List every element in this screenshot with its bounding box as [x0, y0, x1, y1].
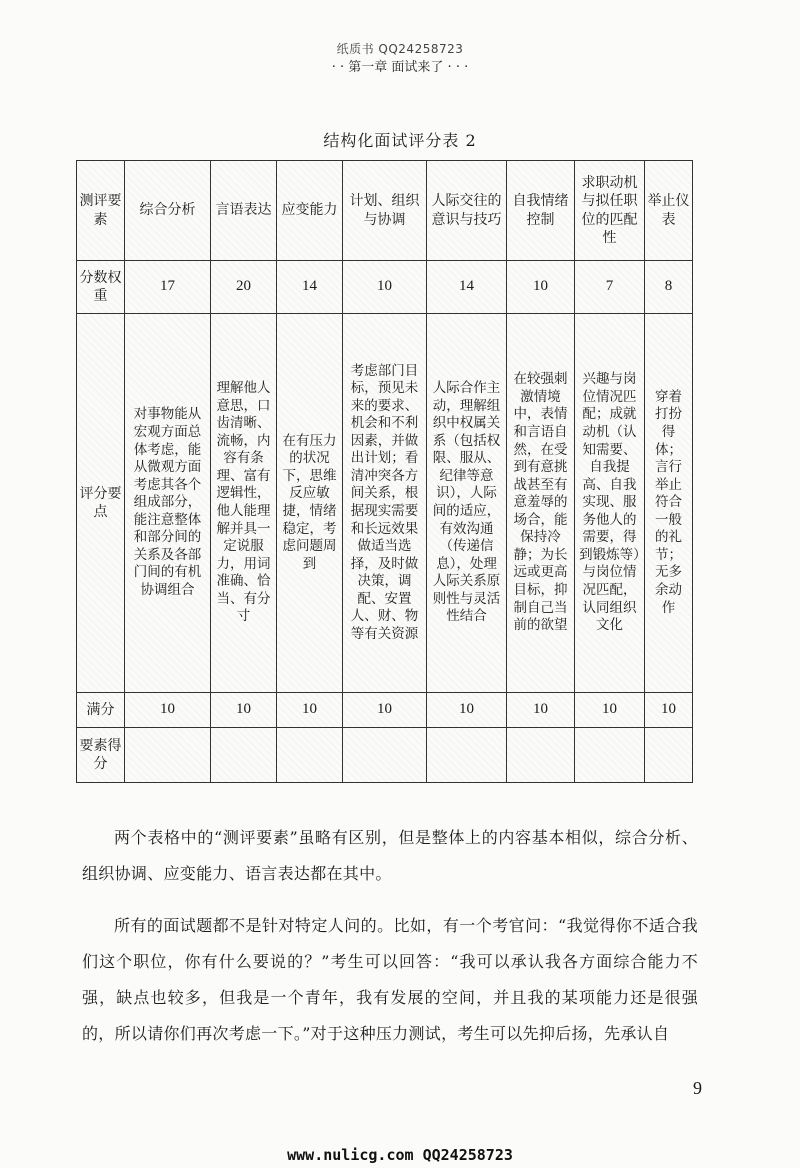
- table-row-elements: [77, 161, 693, 261]
- score-cell-empty: [211, 728, 277, 783]
- criteria-cell: [507, 314, 575, 693]
- criteria-cell: [343, 314, 427, 693]
- criteria-text: 理解他人意思，口齿清晰、流畅，内容有条理、富有逻辑性，他人能理解并具一定说服力，用词准确、恰当、有分寸: [216, 380, 271, 625]
- weight-cell: 17: [125, 261, 211, 314]
- criteria-text: 兴趣与岗位情况匹配；成就动机（认知需要、自我提高、自我实现、服务他人的需要，得到锻炼等）与岗位情况匹配，认同组织文化: [579, 371, 640, 634]
- row-label-element: 测评要素: [77, 161, 125, 261]
- table-title: 结构化面试评分表 2: [323, 131, 477, 150]
- criteria-cell: [211, 314, 277, 693]
- weight-cell: 10: [343, 261, 427, 314]
- page-number: 9: [693, 1078, 702, 1098]
- full-score-cell: 10: [343, 693, 427, 728]
- row-label-points: 评分要点: [77, 314, 125, 693]
- paragraph-text: 两个表格中的“测评要素”虽略有区别，但是整体上的内容基本相似，综合分析、组织协调、应变能力、语言表达都在其中。: [82, 828, 698, 883]
- table-row-criteria: [77, 314, 693, 693]
- element-cell: 言语表达: [211, 161, 277, 261]
- criteria-cell: [645, 314, 693, 693]
- running-head: · · 第一章 面试来了 · · ·: [331, 60, 469, 75]
- criteria-text: 在较强刺激情境中，表情和言语自然，在受到有意挑战甚至有意羞辱的场合，能保持冷静；为长远或更高目标，抑制自己当前的欲望: [513, 371, 568, 634]
- full-score-cell: 10: [277, 693, 343, 728]
- element-cell: 应变能力: [277, 161, 343, 261]
- table-row-full-score: [77, 693, 693, 728]
- row-label-full: 满分: [77, 693, 125, 728]
- criteria-cell: [427, 314, 507, 693]
- score-cell-empty: [575, 728, 645, 783]
- full-score-cell: 10: [645, 693, 693, 728]
- score-cell-empty: [427, 728, 507, 783]
- weight-cell: 8: [645, 261, 693, 314]
- criteria-cell: [277, 314, 343, 693]
- full-score-cell: 10: [507, 693, 575, 728]
- table-row-weights: [77, 261, 693, 314]
- criteria-text: 在有压力的状况下，思维反应敏捷，情绪稳定，考虑问题周到: [282, 432, 337, 572]
- row-label-score: 要素得分: [77, 728, 125, 783]
- criteria-text: 对事物能从宏观方面总体考虑，能从微观方面考虑其各个组成部分，能注意整体和部分间的关系及各部门间的有机协调组合: [133, 406, 202, 598]
- weight-cell: 14: [277, 261, 343, 314]
- element-cell: 人际交往的意识与技巧: [427, 161, 507, 261]
- criteria-text: 人际合作主动，理解组织中权属关系（包括权限、服从、纪律等意识），人际间的适应，有效沟通（传递信息），处理人际关系原则性与灵活性结合: [432, 380, 501, 625]
- criteria-text: 穿着打扮得体；言行举止符合一般的礼节；无多余动作: [655, 388, 682, 616]
- element-cell: 计划、组织与协调: [343, 161, 427, 261]
- element-cell: 举止仪表: [645, 161, 693, 261]
- score-cell-empty: [645, 728, 693, 783]
- score-cell-empty: [277, 728, 343, 783]
- table-row-element-score: [77, 728, 693, 783]
- weight-cell: 10: [507, 261, 575, 314]
- full-score-cell: 10: [211, 693, 277, 728]
- criteria-cell: [575, 314, 645, 693]
- weight-cell: 20: [211, 261, 277, 314]
- full-score-cell: 10: [427, 693, 507, 728]
- element-cell: 综合分析: [125, 161, 211, 261]
- score-cell-empty: [343, 728, 427, 783]
- element-cell: 求职动机与拟任职位的匹配性: [575, 161, 645, 261]
- body-paragraph-1: [82, 820, 698, 892]
- body-paragraph-2: [82, 908, 698, 1052]
- element-cell: 自我情绪控制: [507, 161, 575, 261]
- weight-cell: 14: [427, 261, 507, 314]
- scoring-table: [76, 160, 693, 783]
- score-cell-empty: [125, 728, 211, 783]
- weight-cell: 7: [575, 261, 645, 314]
- score-cell-empty: [507, 728, 575, 783]
- criteria-cell: [125, 314, 211, 693]
- full-score-cell: 10: [575, 693, 645, 728]
- watermark-text: 纸质书 QQ24258723: [336, 42, 464, 56]
- full-score-cell: 10: [125, 693, 211, 728]
- row-label-weight: 分数权重: [77, 261, 125, 314]
- criteria-text: 考虑部门目标，预见未来的要求、机会和不利因素，并做出计划；看清冲突各方间关系，根据现实需要和长远效果做适当选择，及时做决策，调配、安置人、财、物等有关资源: [350, 362, 419, 642]
- footer-site-text: www.nulicg.com QQ24258723: [287, 1146, 513, 1164]
- paragraph-text: 所有的面试题都不是针对特定人问的。比如，有一个考官问：“我觉得你不适合我们这个职位，你有什么要说的？”考生可以回答：“我可以承认我各方面综合能力不强，缺点也较多，但我是一个青年，我有发展的空间，并且我的某项能力还是很强的，所以请你们再次考虑一下。”对于这种压力测试，考生可以先抑后扬，先承认自: [82, 916, 698, 1043]
